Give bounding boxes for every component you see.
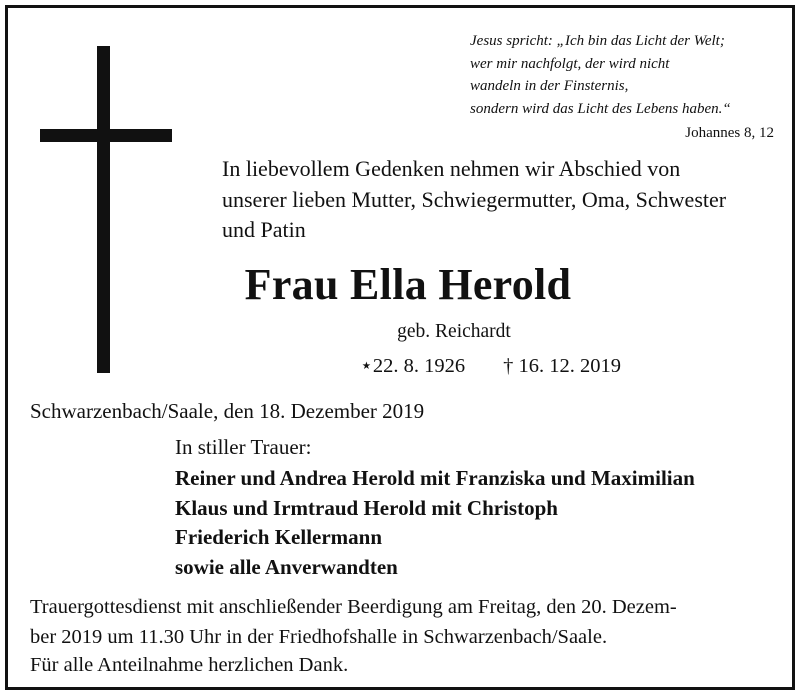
intro-text: [222, 154, 782, 246]
mourner-line: sowie alle Anverwandten: [175, 554, 398, 579]
birth-date: ⋆22. 8. 1926: [360, 355, 466, 377]
cross-icon-bar: [40, 129, 172, 142]
thanks-line: Für alle Anteilnahme herzlichen Dank.: [30, 654, 349, 676]
quote-line: sondern wird das Licht des Lebens haben.“: [470, 100, 731, 117]
intro-line: In liebevollem Gedenken nehmen wir Abschied von: [222, 156, 681, 181]
service-line: Trauergottesdienst mit anschließender Beerdigung am Freitag, den 20. Dezem-: [30, 596, 677, 618]
intro-line: unserer lieben Mutter, Schwiegermutter, Oma, Schwester: [222, 186, 727, 212]
quote-line: wer mir nachfolgt, der wird nicht: [470, 55, 670, 72]
maiden-name: geb. Reichardt: [397, 321, 511, 342]
life-dates: [360, 353, 621, 378]
obituary-frame: [5, 5, 795, 690]
mourning-intro: In stiller Trauer:: [175, 435, 312, 459]
quote-line: Jesus spricht: „Ich bin das Licht der Welt;: [470, 33, 725, 49]
mourners-list: [175, 464, 695, 582]
place-date: Schwarzenbach/Saale, den 18. Dezember 2019: [30, 399, 425, 423]
intro-line: und Patin: [222, 217, 306, 242]
mourner-line: Klaus und Irmtraud Herold mit Christoph: [175, 495, 558, 520]
mourner-line: Reiner und Andrea Herold mit Franziska und Maximilian: [175, 466, 695, 490]
bible-quote: [470, 30, 731, 120]
mourner-line: Friederich Kellermann: [175, 525, 383, 549]
quote-reference: Johannes 8, 12: [685, 125, 774, 141]
service-notice: [30, 592, 782, 652]
deceased-name: Frau Ella Herold: [244, 260, 572, 309]
death-date: † 16. 12. 2019: [503, 355, 621, 377]
service-line: ber 2019 um 11.30 Uhr in der Friedhofshalle in Schwarzenbach/Saale.: [30, 626, 608, 648]
quote-line: wandeln in der Finsternis,: [470, 78, 629, 94]
